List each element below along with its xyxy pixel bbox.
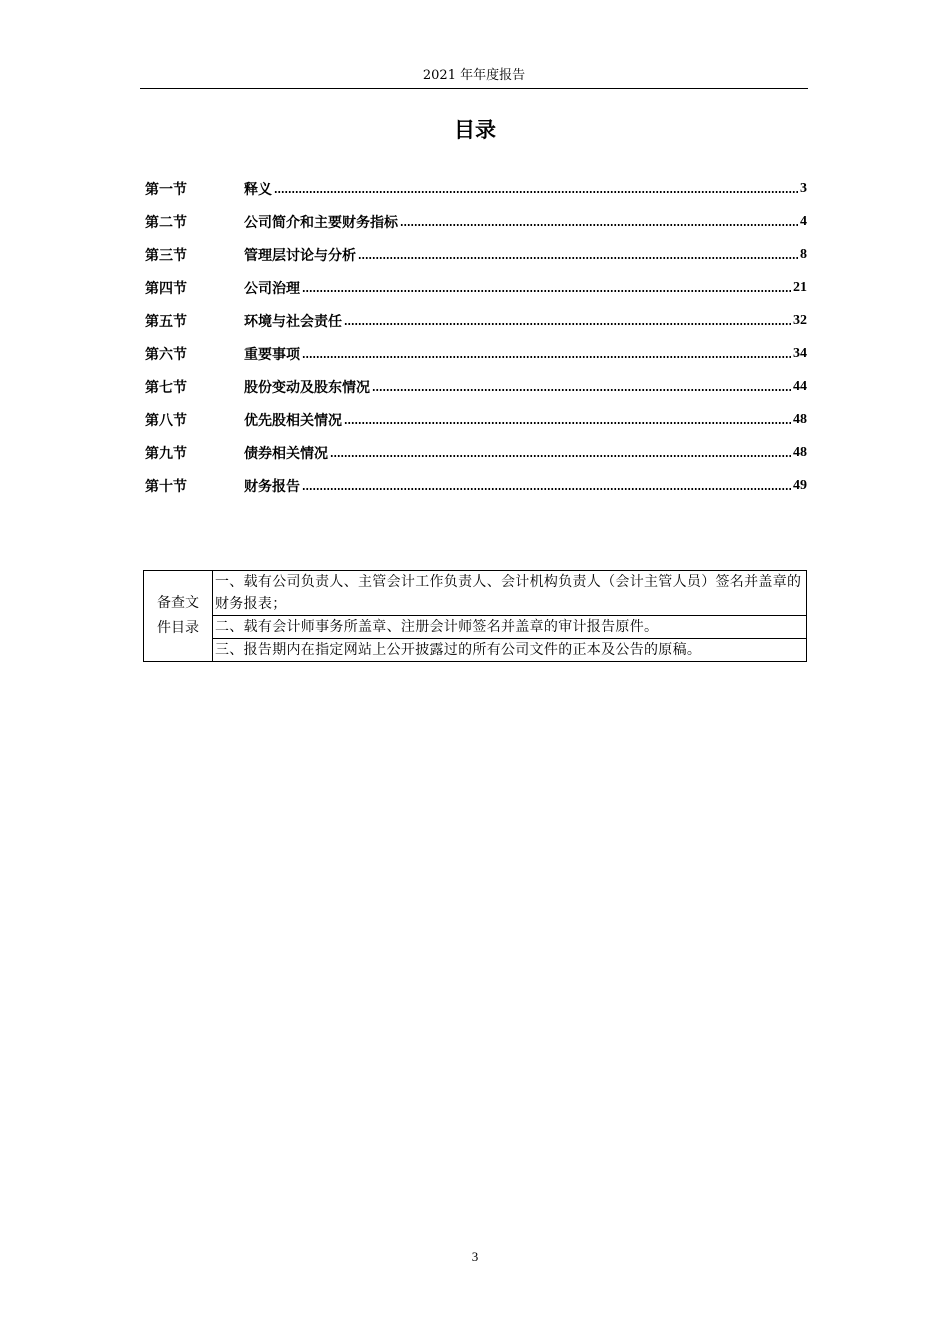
- toc-section-number: 第六节: [145, 346, 187, 363]
- page-header: 2021 年年度报告: [422, 68, 526, 83]
- table-row: [144, 639, 807, 662]
- toc-section-title: 财务报告: [244, 478, 300, 495]
- reference-docs-label-line: 备查文: [157, 595, 199, 611]
- toc-section-number: 第五节: [145, 313, 187, 330]
- toc-dot-leader: [400, 223, 798, 227]
- reference-doc-item: 一、载有公司负责人、主管会计工作负责人、会计机构负责人（会计主管人员）签名并盖章的财务报表；: [213, 571, 807, 616]
- toc-entry-3[interactable]: [145, 238, 807, 271]
- toc-dot-leader: [302, 487, 791, 491]
- toc-heading: 目录: [454, 118, 496, 142]
- toc-dot-leader: [274, 190, 798, 194]
- toc-dot-leader: [302, 289, 791, 293]
- toc-section-title: 重要事项: [244, 346, 300, 363]
- toc-page-number: 3: [800, 180, 807, 196]
- toc-page-number: 4: [800, 213, 807, 229]
- toc-entry-7[interactable]: [145, 370, 807, 403]
- reference-doc-item: 二、载有会计师事务所盖章、注册会计师签名并盖章的审计报告原件。: [213, 616, 807, 639]
- toc-section-number: 第八节: [145, 412, 187, 429]
- toc-dot-leader: [358, 256, 798, 260]
- toc-entry-6[interactable]: [145, 337, 807, 370]
- page-number: 3: [471, 1249, 479, 1264]
- toc-entry-1[interactable]: [145, 172, 807, 205]
- toc-entry-5[interactable]: [145, 304, 807, 337]
- toc-dot-leader: [344, 421, 791, 425]
- toc-dot-leader: [372, 388, 791, 392]
- toc-section-number: 第四节: [145, 280, 187, 297]
- toc-page-number: 44: [793, 378, 807, 394]
- toc-dot-leader: [302, 355, 791, 359]
- toc-section-title: 公司简介和主要财务指标: [244, 214, 398, 231]
- table-row: [144, 571, 807, 616]
- toc-dot-leader: [330, 454, 791, 458]
- reference-doc-item: 三、报告期内在指定网站上公开披露过的所有公司文件的正本及公告的原稿。: [213, 639, 807, 662]
- toc-entry-9[interactable]: [145, 436, 807, 469]
- toc-entry-8[interactable]: [145, 403, 807, 436]
- toc-section-title: 环境与社会责任: [244, 313, 342, 330]
- toc-page-number: 48: [793, 411, 807, 427]
- toc-page-number: 34: [793, 345, 807, 361]
- reference-docs-label: [144, 571, 213, 662]
- toc-page-number: 48: [793, 444, 807, 460]
- toc-section-title: 管理层讨论与分析: [244, 247, 356, 264]
- header-divider: [140, 88, 808, 89]
- toc-dot-leader: [344, 322, 791, 326]
- toc-page-number: 21: [793, 279, 807, 295]
- table-row: [144, 616, 807, 639]
- toc-entry-4[interactable]: [145, 271, 807, 304]
- table-of-contents: [145, 172, 807, 502]
- toc-section-number: 第九节: [145, 445, 187, 462]
- toc-entry-10[interactable]: [145, 469, 807, 502]
- toc-section-number: 第三节: [145, 247, 187, 264]
- toc-section-number: 第一节: [145, 181, 187, 198]
- toc-section-title: 释义: [244, 181, 272, 198]
- toc-page-number: 32: [793, 312, 807, 328]
- toc-section-title: 优先股相关情况: [244, 412, 342, 429]
- toc-section-title: 公司治理: [244, 280, 300, 297]
- toc-entry-2[interactable]: [145, 205, 807, 238]
- toc-section-number: 第二节: [145, 214, 187, 231]
- toc-section-title: 债券相关情况: [244, 445, 328, 462]
- toc-section-title: 股份变动及股东情况: [244, 379, 370, 396]
- toc-page-number: 8: [800, 246, 807, 262]
- toc-section-number: 第十节: [145, 478, 187, 495]
- toc-page-number: 49: [793, 477, 807, 493]
- toc-section-number: 第七节: [145, 379, 187, 396]
- reference-documents-table: [143, 570, 807, 662]
- reference-docs-label-line: 件目录: [157, 620, 199, 636]
